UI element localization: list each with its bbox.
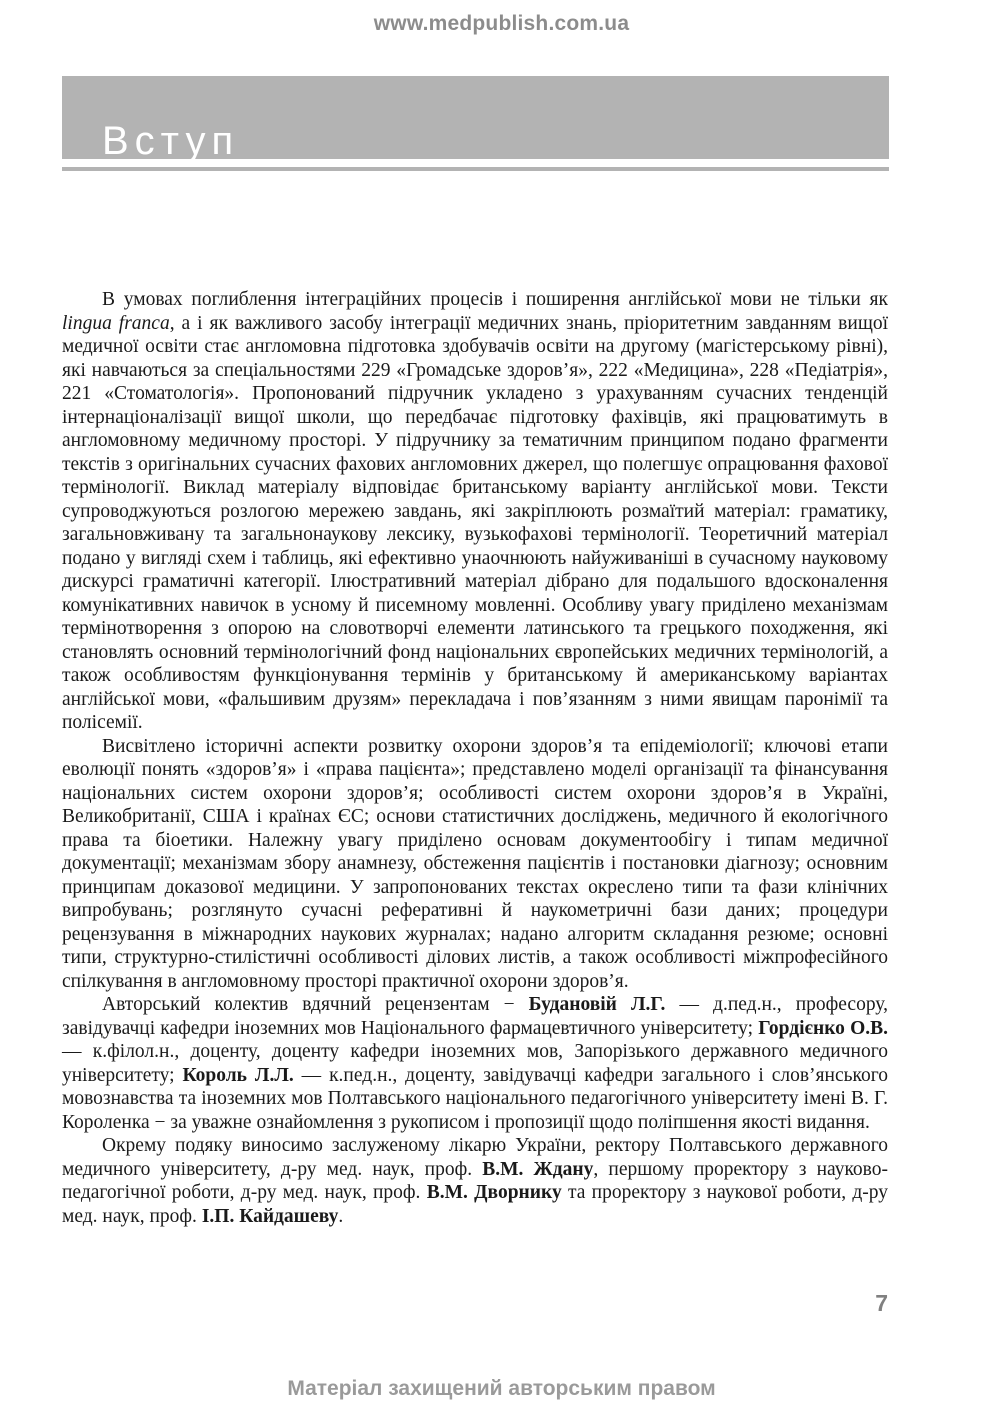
bold-name: В.М. Ждану xyxy=(482,1158,594,1180)
site-url: www.medpublish.com.ua xyxy=(373,12,630,35)
bold-name: В.М. Дворнику xyxy=(426,1182,562,1203)
bold-name: І.П. Кайдашеву xyxy=(201,1205,339,1227)
copyright-notice: Матеріал захищений авторським правом xyxy=(287,1377,716,1400)
text-run: Авторський колектив вдячний рецензентам − xyxy=(102,994,529,1015)
text-run: Висвітлено історичні аспекти розвитку охорони здоров’я та епідеміології; ключові етапи еволюції понять «здоров’я» і «права пацієнта»; представлено моделі організації та фінансування національних систем охорони здоров’я; особливості систем охорони здоров’я в Україні, Великобританії, США і країнах ЄС; основи статистичних досліджень, медичного й екологічного права та біоетики. Належну увагу приділено основам документообігу і типам медичної документації; механізмам збору анамнезу, обстеження пацієнтів і постановки діагнозу; основним принципам доказової медицини. У запропонованих текстах окреслено типи та фази клінічних випробувань; розглянуто сучасні реферативні й наукометричні бази даних; процедури рецензування в міжнародних наукових журналах; надано алгоритм складання резюме; основні типи, структурно-стилістичні особливості ділових листів, а також особливості міжпрофесійного спілкування в англомовному просторі практичної охорони здоров’я. xyxy=(62,735,888,992)
text-run: , першому проректору з науково-педагогічної роботи, д-ру мед. наук, проф. xyxy=(62,1158,888,1203)
body-text xyxy=(62,288,888,1228)
section-title: Вступ xyxy=(102,119,240,163)
text-run: , а і як важливого засобу інтеграції медичних знань, пріоритетним завданням вищої медичної освіти стає англомовна підготовка здобувачів освіти на другому (магістерському рівні), які навчаються за спеціальностями 229 «Громадське здоров’я», 222 «Медицина», 228 «Педіатрія», 221 «Стоматологія». Пропонований підручник укладено з урахуванням сучасних тенденцій інтернаціоналізації вищої школи, що передбачає підготовку фахівців, які працюватимуть в англомовному медичному просторі. У підручнику за тематичним принципом подано фрагменти текстів з оригінальних сучасних фахових англомовних джерел, що полегшує опрацювання фахової термінології. Виклад матеріалу відповідає британському варіанту англійської мови. Тексти супроводжуються розлогою мережею завдань, які закріплюють розмаїтий матеріал: граматику, загальновживану та загальнонаукову лексику, вузькофахові термінології. Теоретичний матеріал подано у вигляді схем і таблиць, які ефективно унаочнюють найуживаніші в сучасному науковому дискурсі граматичні категорії. Ілюстративний матеріал дібрано для подальшого вдосконалення комунікативних навичок в усному й писемному мовленні. Особливу увагу приділено механізмам термінотворення з опорою на словотворчі елементи латинського та грецького походження, які становлять основний термінологічний фонд національних європейських медичних термінологій, а також особливостям функціонування термінів у британському й американському варіантах англійської мови, «фальшивим друзям» перекладача і пов’язанням з ними явищам паронімії та полісемії. xyxy=(62,312,889,733)
paragraph-2 xyxy=(62,735,888,994)
paragraph-1 xyxy=(62,288,888,735)
text-run: — к.філол.н., доценту, доценту кафедри іноземних мов, Запорізького державного медичного університету; xyxy=(62,1041,888,1086)
title-divider xyxy=(62,167,889,171)
text-run: Окрему подяку виносимо заслуженому лікарю України, ректору Полтавського державного медичного університету, д-ру мед. наук, проф. xyxy=(62,1135,888,1180)
text-run: — д.пед.н., професору, завідувачці кафедри іноземних мов Національного фармацевтичного університету; xyxy=(62,994,888,1039)
text-run: та проректору з наукової роботи, д-ру мед. наук, проф. xyxy=(62,1182,889,1227)
section-title-band xyxy=(62,76,889,163)
text-run: В умовах поглиблення інтеграційних процесів і поширення англійської мови не тільки як xyxy=(102,289,888,310)
paragraph-4 xyxy=(62,1134,888,1228)
bold-name: Король Л.Л. xyxy=(182,1064,294,1086)
text-run: — к.пед.н., доценту, завідувачці кафедри загального і слов’янського мовознавства та іноземних мов Полтавського національного педагогічного університету імені В. Г. Короленка − за уважне ознайомлення з рукописом і пропозиції щодо поліпшення якості видання. xyxy=(62,1064,889,1133)
bold-name: Будановій Л.Г. xyxy=(528,994,666,1015)
page-number: 7 xyxy=(875,1290,888,1316)
bold-name: Гордієнко О.В. xyxy=(758,1017,888,1039)
paragraph-3 xyxy=(62,993,888,1134)
text-run: . xyxy=(338,1205,344,1227)
italic-term: lingua franca xyxy=(62,312,170,334)
